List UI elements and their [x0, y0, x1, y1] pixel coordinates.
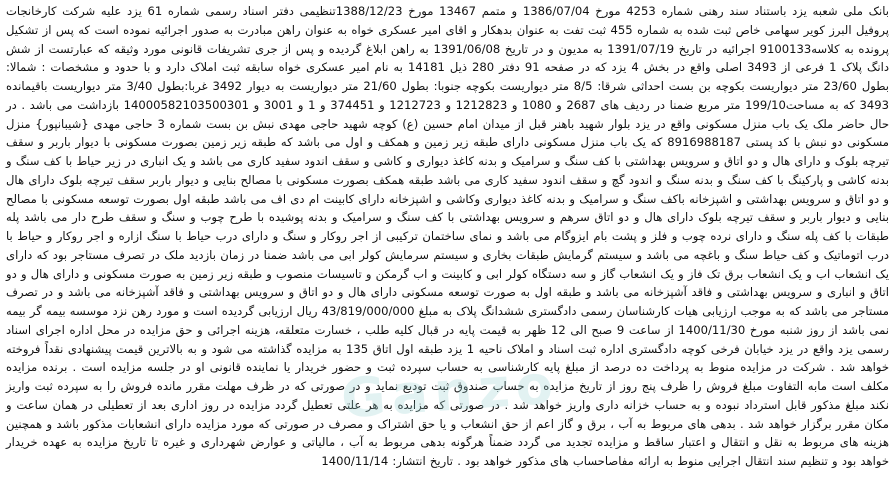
notice-body: بانک ملی شعبه یزد باستناد سند رهنی شماره 4253 مورخ 1386/07/04 و متمم 13467 مورخ 1388/12/23تنظیمی دفتر اسناد رسمی شماره 61 یزد علیه شرکت کارخانجات پروفیل البرز کویر سهامی خاص ثبت شده به شماره 455 ثبت تفت به عنوان بدهکار و اقای امیر عسکری خواه به عنوان راهن مبادرت به صدور اجرائیه نموده است که پس از تشکیل پرونده به کلاسه9100133 اجرائیه در تاریخ 1391/07/19 به مدیون و در تاریخ 1391/06/08 به راهن ابلاغ گردیده و پس از جری تشریفات قانونی مورد وثیقه که عبارتست از شش دانگ پلاک 1 فرعی از 3493 اصلی واقع در بخش 4 یزد که در صفحه 91 دفتر 280 ذیل 14181 به نام امیر عسکری خواه سابقه ثبت املاک دارد و با حدود و مشخصات : شمالا: بطول 23/60 متر دیواریست بکوچه بن بست احداثی شرقا: 8/5 متر دیواریست بکوچه جنوبا: بطول 21/60 متر دیواریست به دیوار 3492 غربا:بطول 3/40 متر دیواریست باقیمانده 3493 که به مساحت199/10 متر مربع ضمنا در ردیف های 2687 و 1080 و 1212823 و 1212723 و 374451 و 1 و 3001 و 14000582103500301 بازداشت می باشد . در حال حاضر ملک یک باب منزل مسکونی واقع در یزد بلوار شهید باهنر قبل از میدان امام حسین (ع) کوچه شهید حاجی مهدی نبش بن بست شماره 3 حاجی مهدی {شیبانپور} منزل مسکونی دو نبش با کد پستی 8916988187 که یک باب منزل مسکونی دارای طبقه زیر زمین و همکف و اول می باشد که طبقه زیر زمین بصورت مسکونی با دیوار باربر و سقف تیرچه بلوک و دارای هال و دو اتاق و سرویس بهداشتی با کف سنگ و سرامیک و بدنه کاغذ دیواری و کاشی و سقف اندود سفید کاری می باشد و یک انباری در زیر حیاط با کف سنگ و بدنه کاشی و پارکینگ با کف سنگ و بدنه سنگ و اندود گچ و سقف اندود سفید کاری می باشد طبقه همکف بصورت مسکونی با مصالح بنایی و دیوار باربر سقف تیرچه بلوک دارای هال و دو اتاق و سرویس بهداشتی و اشپزخانه باکف سنگ و سرامیک و بدنه کاغذ دیواری وکاشی و اشپزخانه دارای کابینت ام دی اف می باشد طبقه اول بصورت توسعه مسکونی با مصالح بنایی و دیوار باربر و سقف تیرچه بلوک دارای هال و دو اتاق سرهم و سرویس بهداشتی با کف سنگ و سرامیک و بدنه پوشیده با طرح چوب و سنگ و سقف طرح دار می باشد پله طبقات با کف پله سنگ و دارای نرده چوب و فلز و پشت بام ایزوگام می باشد و نمای ساختمان ترکیبی از اجر روکار و سنگ و دارای درب حیاط با سنگ ازاره و اجر روکار و حیاط با درب اتوماتیک و کف حیاط سنگ و باغچه می باشد و سیستم گرمایش طبقات بخاری و سیستم سرمایش کولر ابی می باشد ضمنا در زمان بازدید ملک در تصرف مستاجر بود که دارای یک انشعاب اب و یک انشعاب برق تک فاز و یک انشعاب گاز و سه دستگاه کولر ابی و کابینت و اب گرمکن و تاسیسات منصوب و طبقه زیر زمین به صورت مسکونی و دارای هال و دو اتاق و انباری و سرویس بهداشتی و فاقد آشپزخانه می باشد و طبقه اول به صورت توسعه مسکونی دارای هال و دو اتاق و سرویس بهداشتی و فاقد آشپزخانه می باشد و در تصرف مستاجر می باشد که به موجب ارزیابی هیات کارشناسان رسمی دادگستری ششدانگ پلاک به مبلغ 43/819/000/000 ریال ارزیابی گردیده است و مورد رهن نزد موسسه بیمه گر بیمه نمی باشد از روز شنبه مورخ 1400/11/30 از ساعت 9 صبح الی 12 ظهر به قیمت پایه در قبال کلیه طلب ، خسارت متعلقه، هزینه اجرائی و حق مزایده در محل اداره اجرای اسناد رسمی یزد واقع در یزد خیابان فرخی کوچه دادگستری اداره ثبت اسناد و املاک ناحیه 1 یزد طبقه اول اتاق 135 به مزایده گذاشته می شود و به بالاترین قیمت پیشنهادی نقداً فروخته خواهد شد . شرکت در مزایده منوط به پرداخت ده درصد از مبلغ پایه کارشناسی به حساب سپرده ثبت و حضور خریدار یا نماینده قانونی او در جلسه مزایده است . برنده مزایده مکلف است مابه التفاوت مبلغ فروش را ظرف پنج روز از تاریخ مزایده به حساب صندوق ثبت تودیع نماید و در صورتی که در ظرف مهلت مقرر مانده فروش را به سپرده ثبت واریز نکند مبلغ مذکور قابل استرداد نبوده و به حساب خزانه داری واریز خواهد شد . در صورتی که مزایده به هر علتی تعطیل گردد مزایده در روز اداری بعد از تعطیلی در همان ساعت و مکان مقرر برگزار خواهد شد . بدهی های مربوط به آب ، برق و گاز اعم از حق انشعاب و یا حق اشتراک و مصرف در صورتی که مورد مزایده دارای انشعابات مذکور باشد و همچنین هزینه های مربوط به نقل و انتقال و اعتبار ساقط و مزایده تجدید می گردد ضمناً هرگونه بدهی مربوط به آب ، مالیاتی و عوارض شهرداری و غیره تا تاریخ مزایده به عهده خریدار خواهد بود و تنظیم سند انتقال اجرایی منوط به ارائه مفاصاحساب های مذکور خواهد بود . تاریخ انتشار:	[6, 4, 890, 468]
publish-date: 1400/11/14	[321, 454, 389, 468]
auction-notice-text	[6, 2, 889, 471]
watermark-logo: Ganzo	[339, 352, 561, 431]
